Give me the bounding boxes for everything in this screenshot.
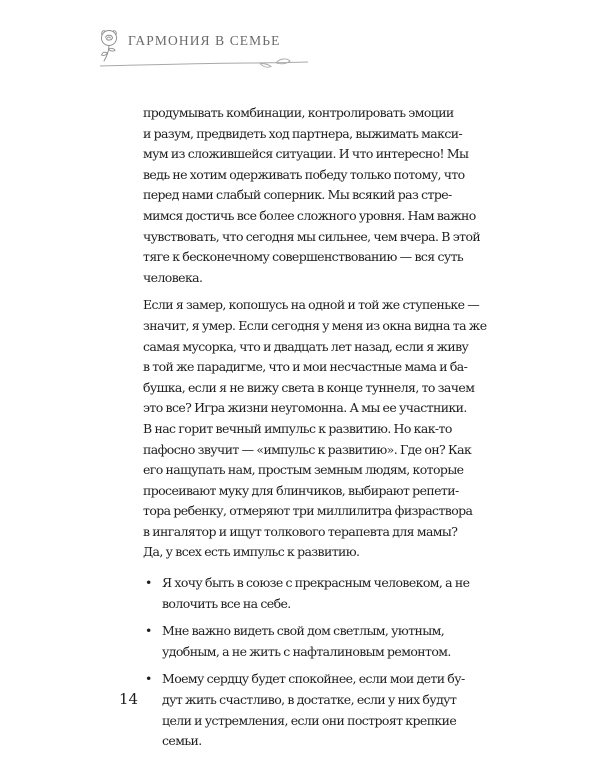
- bullet-marker: •: [145, 623, 152, 639]
- text-line: продумывать комбинации, контролировать эмоции: [143, 105, 454, 120]
- running-head: [98, 20, 338, 68]
- text-line: Мне важно видеть свой дом светлым, уютным,: [162, 623, 445, 639]
- text-line: человека.: [143, 269, 203, 285]
- text-line: пафосно звучит — «импульс к развитию». Где он? Как: [143, 441, 472, 457]
- paragraph-2: [143, 295, 487, 563]
- text-line: это все? Игра жизни неугомонна. А мы ее участники.: [143, 400, 467, 416]
- text-line: Да, у всех есть импульс к развитию.: [143, 544, 360, 560]
- text-line: семьи.: [162, 733, 202, 749]
- text-line: дут жить счастливо, в достатке, если у них будут: [162, 692, 457, 708]
- text-line: тяге к бесконечному совершенствованию — вся суть: [143, 249, 464, 265]
- text-line: бушка, если я не вижу света в конце туннеля, то зачем: [143, 379, 475, 395]
- text-line: значит, я умер. Если сегодня у меня из окна видна та же: [143, 317, 487, 333]
- text-line: его нащупать нам, простым земным людям, которые: [143, 462, 464, 478]
- text-line: волочить все на себе.: [162, 595, 291, 611]
- text-line: просеивают муку для блинчиков, выбирают репети-: [143, 482, 459, 498]
- text-line: чувствовать, что сегодня мы сильнее, чем вчера. В этой: [143, 228, 481, 244]
- text-line: перед нами слабый соперник. Мы всякий раз стре-: [143, 187, 452, 203]
- body-text: [143, 103, 487, 759]
- bullet-marker: •: [145, 575, 152, 591]
- bullet-marker: •: [145, 671, 152, 687]
- text-line: мимся достичь все более сложного уровня. Нам важно: [143, 207, 476, 223]
- running-head-title: ГАРМОНИЯ В СЕМЬЕ: [128, 33, 281, 48]
- bullet-list: [143, 573, 470, 752]
- list-item: [143, 573, 470, 614]
- list-item: [143, 669, 465, 751]
- page-number: 14: [119, 690, 139, 708]
- text-line: Я хочу быть в союзе с прекрасным человеком, а не: [162, 575, 470, 591]
- header-rule-divider: [100, 56, 308, 76]
- text-line: удобным, а не жить с нафталиновым ремонтом.: [162, 643, 451, 659]
- text-line: Моему сердцу будет спокойнее, если мои дети бу-: [162, 671, 465, 687]
- text-line: мум из сложившейся ситуации. И что интересно! Мы: [143, 146, 469, 162]
- text-line: в той же парадигме, что и мои несчастные мама и ба-: [143, 359, 468, 375]
- text-line: Если я замер, копошусь на одной и той же ступеньке —: [143, 297, 480, 313]
- text-line: В нас горит вечный импульс к развитию. Но как-то: [143, 420, 452, 436]
- list-item: [143, 621, 465, 662]
- paragraph-1: [143, 103, 481, 288]
- text-line: и разум, предвидеть ход партнера, выжимать макси-: [143, 125, 463, 141]
- text-line: тора ребенку, отмеряют три миллилитра физраствора: [143, 503, 473, 519]
- text-line: в ингалятор и ищут толкового терапевта для мамы?: [143, 523, 458, 539]
- text-line: цели и устремления, если они построят крепкие: [162, 712, 457, 728]
- text-line: самая мусорка, что и двадцать лет назад, если я живу: [143, 338, 469, 354]
- text-line: ведь не хотим одерживать победу только потому, что: [143, 166, 465, 182]
